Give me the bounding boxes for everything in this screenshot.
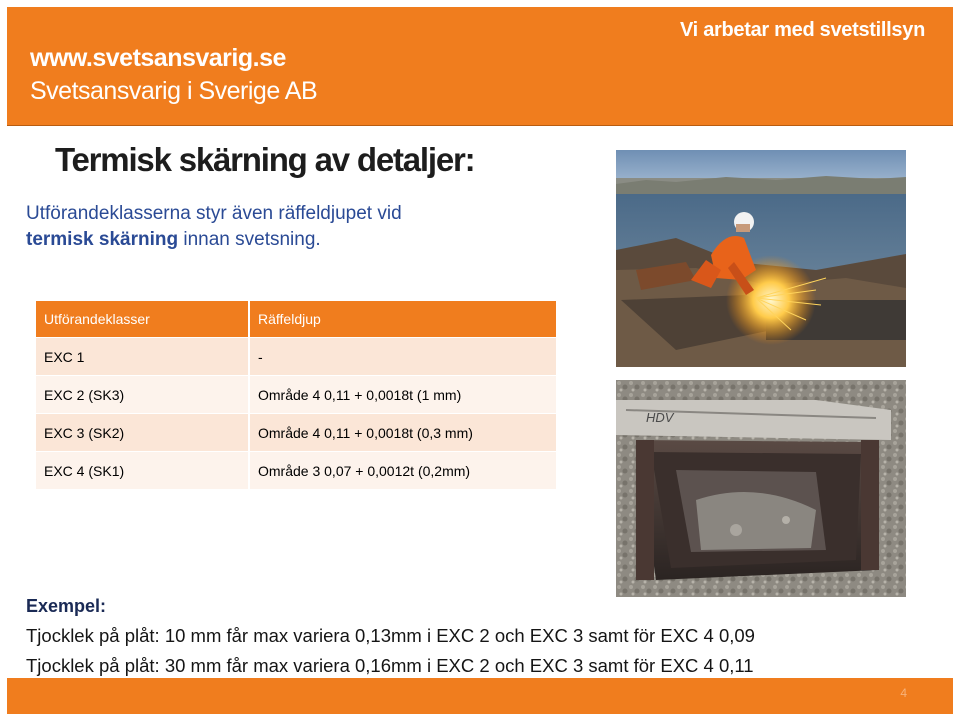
table-row bbox=[36, 414, 556, 452]
header-bar bbox=[7, 7, 953, 126]
table-cell: EXC 2 (SK3) bbox=[36, 376, 249, 414]
table-cell: EXC 3 (SK2) bbox=[36, 414, 249, 452]
table-cell: - bbox=[249, 338, 556, 376]
svg-text:HDV: HDV bbox=[646, 410, 674, 425]
site-url[interactable]: www.svetsansvarig.se bbox=[30, 44, 286, 72]
steel-section-photo bbox=[616, 380, 906, 597]
page-number: 4 bbox=[900, 686, 907, 700]
intro-text bbox=[26, 201, 402, 253]
table-cell: Område 4 0,11 + 0,0018t (1 mm) bbox=[249, 376, 556, 414]
example-heading: Exempel: bbox=[26, 596, 107, 616]
intro-line1: Utförandeklasserna styr även räffeldjupet vid bbox=[26, 203, 402, 224]
example-line1: Tjocklek på plåt: 10 mm får max variera 0,13mm i EXC 2 och EXC 3 samt för EXC 4 0,09 bbox=[26, 625, 755, 646]
table-header-class: Utförandeklasser bbox=[36, 301, 249, 338]
example-line2: Tjocklek på plåt: 30 mm får max variera 0,16mm i EXC 2 och EXC 3 samt för EXC 4 0,11 bbox=[26, 655, 754, 676]
tagline: Vi arbetar med svetstillsyn bbox=[680, 19, 925, 41]
intro-line2 bbox=[26, 227, 402, 253]
example-block bbox=[26, 591, 755, 681]
company-name: Svetsansvarig i Sverige AB bbox=[30, 77, 318, 105]
intro-rest: innan svetsning. bbox=[178, 229, 321, 250]
table-row bbox=[36, 376, 556, 414]
table-cell: Område 3 0,07 + 0,0012t (0,2mm) bbox=[249, 452, 556, 490]
table-row bbox=[36, 452, 556, 490]
intro-bold: termisk skärning bbox=[26, 229, 179, 250]
execution-class-table bbox=[36, 301, 556, 490]
page-title: Termisk skärning av detaljer: bbox=[55, 141, 475, 178]
table-row bbox=[36, 338, 556, 376]
table-header-depth: Räffeldjup bbox=[249, 301, 556, 338]
table-header-row bbox=[36, 301, 556, 338]
table-cell: EXC 4 (SK1) bbox=[36, 452, 249, 490]
table-cell: Område 4 0,11 + 0,0018t (0,3 mm) bbox=[249, 414, 556, 452]
cutting-photo bbox=[616, 150, 906, 367]
table-cell: EXC 1 bbox=[36, 338, 249, 376]
footer-bar bbox=[7, 678, 953, 714]
